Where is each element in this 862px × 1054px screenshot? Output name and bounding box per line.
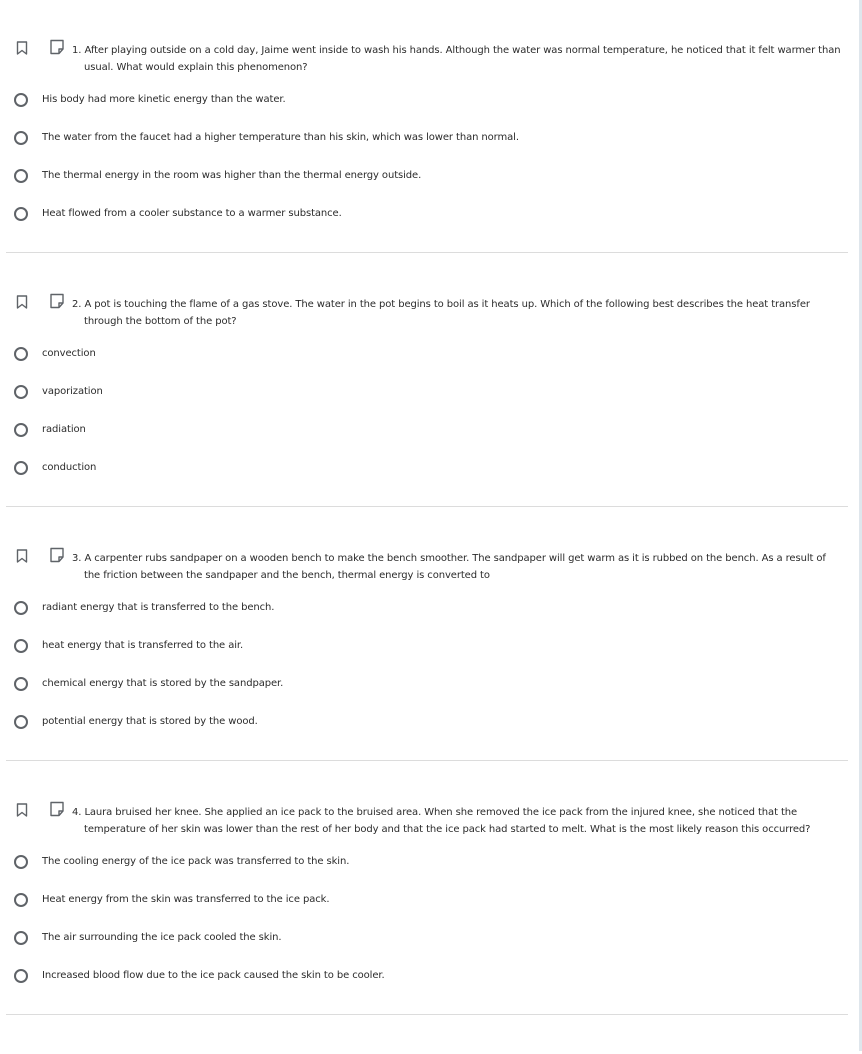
radio-button[interactable] [14,855,28,869]
answer-choice[interactable] [0,676,850,714]
flag-icon[interactable] [48,292,66,310]
answer-choices [0,346,850,498]
bookmark-icon[interactable] [16,41,28,55]
choice-label[interactable]: His body had more kinetic energy than the water. [42,94,286,105]
question-text [72,804,844,838]
radio-button[interactable] [14,423,28,437]
choice-label[interactable]: radiation [42,424,86,435]
radio-button[interactable] [14,207,28,221]
choice-label[interactable]: heat energy that is transferred to the air. [42,640,244,651]
radio-button[interactable] [14,131,28,145]
question-stem: Laura bruised her knee. She applied an ice pack to the bruised area. When she removed the ice pack from the injured knee, she noticed that the temperature of her skin was lower than the rest of her body and that the ice pack had started to melt. What is the most likely reason this occurred? [84,807,811,835]
bookmark-icon[interactable] [16,295,28,309]
answer-choice[interactable] [0,92,850,130]
question-number: 1. [72,45,82,56]
radio-button[interactable] [14,93,28,107]
radio-button[interactable] [14,385,28,399]
choice-label[interactable]: conduction [42,462,97,473]
question-2 [0,292,850,546]
question-header [0,38,850,78]
question-number: 2. [72,299,82,310]
answer-choice[interactable] [0,854,850,892]
radio-button[interactable] [14,715,28,729]
answer-choices [0,600,850,752]
radio-button[interactable] [14,169,28,183]
choice-label[interactable]: The cooling energy of the ice pack was transferred to the skin. [42,856,350,867]
radio-button[interactable] [14,969,28,983]
question-divider [6,252,848,253]
question-4 [0,800,850,1054]
radio-button[interactable] [14,677,28,691]
answer-choice[interactable] [0,346,850,384]
answer-choice[interactable] [0,422,850,460]
radio-button[interactable] [14,931,28,945]
question-text [72,550,844,584]
question-stem: A pot is touching the flame of a gas stove. The water in the pot begins to boil as it heats up. Which of the following best describes the heat transfer through the bottom of the pot? [84,299,810,327]
flag-icon[interactable] [48,800,66,818]
question-3 [0,546,850,800]
radio-button[interactable] [14,461,28,475]
answer-choice[interactable] [0,130,850,168]
answer-choices [0,854,850,1006]
radio-button[interactable] [14,893,28,907]
choice-label[interactable]: The water from the faucet had a higher temperature than his skin, which was lower than normal. [42,132,519,143]
choice-label[interactable]: The air surrounding the ice pack cooled the skin. [42,932,282,943]
question-divider [6,1014,848,1015]
question-1 [0,38,850,292]
question-number: 4. [72,807,82,818]
choice-label[interactable]: The thermal energy in the room was higher than the thermal energy outside. [42,170,422,181]
radio-button[interactable] [14,601,28,615]
bookmark-icon[interactable] [16,549,28,563]
question-divider [6,506,848,507]
choice-label[interactable]: vaporization [42,386,103,397]
answer-choice[interactable] [0,206,850,244]
choice-label[interactable]: Heat energy from the skin was transferred to the ice pack. [42,894,330,905]
radio-button[interactable] [14,347,28,361]
choice-label[interactable]: Heat flowed from a cooler substance to a warmer substance. [42,208,342,219]
answer-choice[interactable] [0,968,850,1006]
answer-choice[interactable] [0,714,850,752]
radio-button[interactable] [14,639,28,653]
choice-label[interactable]: chemical energy that is stored by the sandpaper. [42,678,284,689]
answer-choice[interactable] [0,930,850,968]
question-header [0,292,850,332]
answer-choice[interactable] [0,600,850,638]
question-stem: A carpenter rubs sandpaper on a wooden bench to make the bench smoother. The sandpaper will get warm as it is rubbed on the bench. As a result of the friction between the sandpaper and the bench, thermal energy is converted to [84,553,826,581]
answer-choices [0,92,850,244]
question-stem: After playing outside on a cold day, Jaime went inside to wash his hands. Although the water was normal temperature, he noticed that it felt warmer than usual. What would explain this phenomenon? [84,45,841,73]
choice-label[interactable]: convection [42,348,96,359]
answer-choice[interactable] [0,892,850,930]
answer-choice[interactable] [0,168,850,206]
answer-choice[interactable] [0,460,850,498]
flag-icon[interactable] [48,38,66,56]
choice-label[interactable]: potential energy that is stored by the wood. [42,716,258,727]
question-number: 3. [72,553,82,564]
question-header [0,546,850,586]
answer-choice[interactable] [0,638,850,676]
question-text [72,296,844,330]
bookmark-icon[interactable] [16,803,28,817]
question-divider [6,760,848,761]
question-text [72,42,844,76]
choice-label[interactable]: Increased blood flow due to the ice pack caused the skin to be cooler. [42,970,385,981]
choice-label[interactable]: radiant energy that is transferred to the bench. [42,602,275,613]
answer-choice[interactable] [0,384,850,422]
question-header [0,800,850,840]
flag-icon[interactable] [48,546,66,564]
